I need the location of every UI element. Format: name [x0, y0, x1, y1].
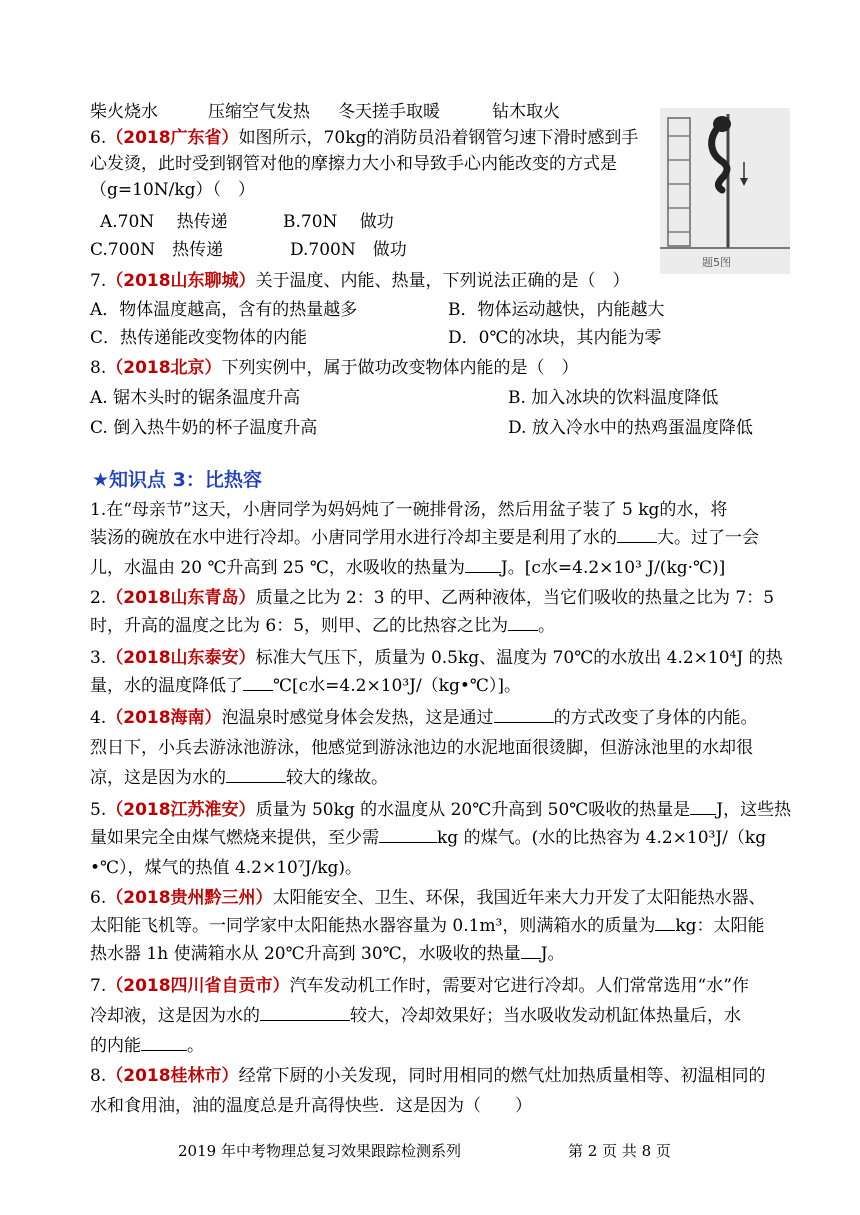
s3-line2: 量，水的温度降低了 ℃[c水=4.2×10³J/（kg•℃）]。 — [90, 676, 522, 696]
answer-blank[interactable] — [379, 826, 437, 843]
q7-option-a: A．物体温度越高，含有的热量越多 — [90, 300, 358, 320]
s4-line1: 4.（2018海南）泡温泉时感觉身体会发热，这是通过 的方式改变了身体的内能。 — [90, 708, 758, 728]
q6-option-a: A.70N 热传递 — [100, 212, 228, 232]
option-4: 钻木取火 — [492, 102, 560, 122]
s1-line2: 装汤的碗放在水中进行冷却。小唐同学用水进行冷却主要是利用了水的 大。过了一会 — [90, 528, 759, 548]
q7-option-b: B．物体运动越快，内能越大 — [448, 300, 665, 320]
s5-line1: 5.（2018江苏淮安）质量为 50kg 的水温度从 20℃升高到 50℃吸收的热量是 J，这些热 — [90, 800, 792, 820]
answer-blank[interactable] — [617, 526, 657, 543]
q8-option-d: D. 放入冷水中的热鸡蛋温度降低 — [508, 418, 753, 438]
question-text: 如图所示，70kg的消防员沿着钢管匀速下滑时感到手 — [238, 128, 639, 148]
question-source: （2018山东聊城） — [106, 271, 256, 291]
figure-caption: 题5图 — [702, 256, 731, 269]
question-number: 7. — [90, 271, 107, 291]
question-8 — [90, 356, 579, 380]
option-2: 压缩空气发热 — [208, 102, 310, 122]
s3-line1: 3.（2018山东泰安）标准大气压下，质量为 0.5kg、温度为 70℃的水放出 4.2×10⁴J 的热 — [90, 648, 783, 668]
question-7 — [90, 269, 630, 293]
s4-line3: 凉，这是因为水的 较大的缘故。 — [90, 768, 388, 788]
answer-blank[interactable] — [465, 556, 501, 573]
s8-line2: 水和食用油，油的温度总是升高得快些．这是因为（ ） — [90, 1096, 532, 1116]
firefighter-pole-figure — [660, 108, 790, 274]
question-source: （2018四川省自贡市） — [106, 976, 290, 996]
s7-line1: 7.（2018四川省自贡市）汽车发动机工作时，需要对它进行冷却。人们常常选用“水”作 — [90, 976, 749, 996]
question-text: 下列实例中，属于做功改变物体内能的是（ ） — [221, 358, 579, 378]
question-source: （2018海南） — [106, 708, 222, 728]
s4-line2: 烈日下，小兵去游泳池游泳，他感觉到游泳池边的水泥地面很烫脚，但游泳池里的水却很 — [90, 738, 753, 758]
s1-line3: 儿，水温由 20 ℃升高到 25 ℃，水吸收的热量为 J。[c水=4.2×10³ J/(kg·℃)] — [90, 558, 726, 578]
question-source: （2018广东省） — [106, 128, 239, 148]
answer-blank[interactable] — [243, 674, 273, 691]
s5-line3: •℃），煤气的热值 4.2×10⁷J/kg)。 — [90, 858, 363, 878]
answer-blank[interactable] — [521, 942, 541, 959]
s7-line3: 的内能 。 — [90, 1036, 204, 1056]
question-source: （2018北京） — [106, 358, 222, 378]
q8-option-c: C. 倒入热牛奶的杯子温度升高 — [90, 418, 318, 438]
answer-blank[interactable] — [494, 706, 554, 723]
q6-option-c: C.700N 热传递 — [90, 240, 224, 260]
s6-line1: 6.（2018贵州黔三州）太阳能安全、卫生、环保，我国近年来大力开发了太阳能热水器、 — [90, 888, 766, 908]
section-heading: ★知识点 3：比热容 — [92, 469, 262, 491]
answer-blank[interactable] — [141, 1034, 187, 1051]
answer-blank[interactable] — [260, 1004, 350, 1021]
q8-option-a: A. 锯木头时的锯条温度升高 — [90, 388, 301, 408]
q8-option-b: B. 加入冰块的饮料温度降低 — [508, 388, 719, 408]
question-source: （2018江苏淮安） — [106, 800, 256, 820]
question-source: （2018山东泰安） — [106, 648, 256, 668]
s5-line2: 量如果完全由煤气燃烧来提供，至少需 kg 的煤气。(水的比热容为 4.2×10³J/（kg — [90, 828, 767, 848]
answer-blank[interactable] — [655, 914, 675, 931]
s1-line1: 1.在“母亲节”这天，小唐同学为妈妈炖了一碗排骨汤，然后用盆子装了 5 kg的水，将 — [90, 500, 728, 520]
option-3: 冬天搓手取暖 — [338, 102, 440, 122]
question-6 — [90, 126, 638, 150]
question-6-line2: 心发烫，此时受到钢管对他的摩擦力大小和导致手心内能改变的方式是 — [90, 154, 617, 174]
s2-line1: 2.（2018山东青岛）质量之比为 2：3 的甲、乙两种液体，当它们吸收的热量之比为 7：5 — [90, 588, 775, 608]
q6-option-d: D.700N 做功 — [290, 240, 407, 260]
question-source: （2018贵州黔三州） — [106, 888, 273, 908]
s7-line2: 冷却液，这是因为水的 较大，冷却效果好；当水吸收发动机缸体热量后，水 — [90, 1006, 741, 1026]
s2-line2: 时，升高的温度之比为 6：5，则甲、乙的比热容之比为 。 — [90, 616, 556, 636]
option-1: 柴火烧水 — [90, 102, 158, 122]
q6-option-b: B.70N 做功 — [283, 212, 394, 232]
question-number: 6. — [90, 128, 107, 148]
s6-line2: 太阳能飞机等。一同学家中太阳能热水器容量为 0.1m³，则满箱水的质量为 kg：太阳能 — [90, 916, 765, 936]
q7-option-c: C．热传递能改变物体的内能 — [90, 328, 308, 348]
answer-blank[interactable] — [508, 614, 538, 631]
question-6-line3: （g=10N/kg）（ ） — [90, 180, 256, 200]
answer-blank[interactable] — [226, 766, 286, 783]
q7-option-d: D．0℃的冰块，其内能为零 — [448, 328, 662, 348]
question-text: 关于温度、内能、热量，下列说法正确的是（ ） — [255, 271, 630, 291]
question-source: （2018桂林市） — [106, 1066, 239, 1086]
footer-page-number: 第 2 页 共 8 页 — [568, 1142, 671, 1160]
s8-line1: 8.（2018桂林市）经常下厨的小关发现，同时用相同的燃气灶加热质量相等、初温相同的 — [90, 1066, 766, 1086]
answer-blank[interactable] — [690, 798, 716, 815]
question-number: 8. — [90, 358, 107, 378]
footer-series: 2019 年中考物理总复习效果跟踪检测系列 — [178, 1142, 461, 1160]
question-source: （2018山东青岛） — [106, 588, 256, 608]
previous-question-options — [90, 100, 560, 124]
s6-line3: 热水器 1h 使满箱水从 20℃升高到 30℃，水吸收的热量 J。 — [90, 944, 565, 964]
